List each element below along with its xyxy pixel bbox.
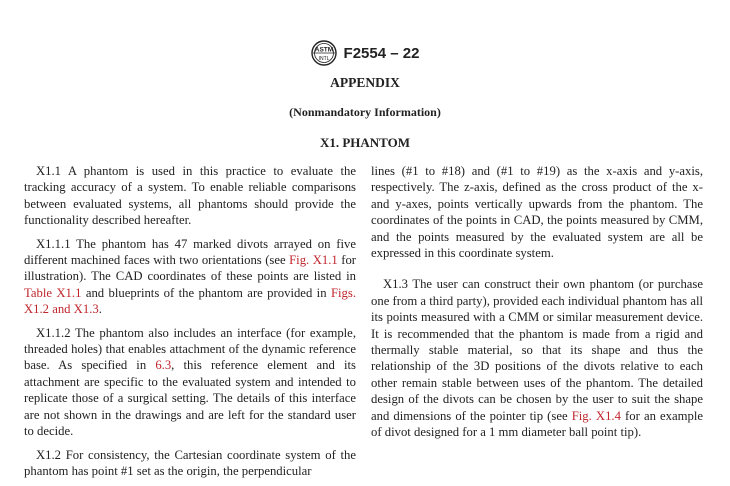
link-fig-x1-4[interactable]: Fig. X1.4: [571, 408, 621, 423]
paragraph-x1-2-continued: lines (#1 to #18) and (#1 to #19) as the x-axis and y-axis, respectively. The z-axis, defined as the cross product of the x- and y-axes, points vertically upwards from the phantom. The coordinates of the points in CAD, the points measured by CMM, and the points measured by the evaluated system are all be expressed in this coordinate system.: [371, 164, 703, 261]
svg-text:ASTM: ASTM: [314, 46, 333, 54]
astm-logo-icon: [311, 40, 337, 66]
appendix-heading: APPENDIX: [330, 75, 400, 90]
link-table-x1-1[interactable]: Table X1.1: [24, 285, 82, 300]
paragraph-x1-3: X1.3 The user can construct their own phantom (or purchase one from a third party), provided each individual phantom has all its points measured with a CMM or similar measurement device. It is recommended that the phantom is made from a rigid and thermally stable material, so that its shape and thus the relationship of the 3D positions of the divots relative to each other remain stable between uses of the phantom. The detailed design of the divots can be chosen by the user to suit the shape and dimensions of the pointer tip (see Fig. X1.4 for an example of divot designed for a 1 mm diameter ball point tip).: [371, 277, 704, 440]
nonmandatory-subheading: (Nonmandatory Information): [289, 105, 441, 119]
paragraph-x1-1: X1.1 A phantom is used in this practice to evaluate the tracking accuracy of a system. To enable reliable comparisons between evaluated systems, all phantoms should provide the functionality described hereafter.: [24, 164, 356, 228]
link-fig-x1-1[interactable]: Fig. X1.1: [289, 253, 338, 268]
right-column: [371, 163, 703, 448]
left-column: [24, 163, 356, 486]
document-header: [0, 40, 730, 66]
link-figs-x1-2-x1-3[interactable]: Figs. X1.2 and X1.3: [24, 285, 356, 317]
svg-text:INTL: INTL: [318, 56, 329, 62]
paragraph-x1-1-2: X1.1.2 The phantom also includes an interface (for example, threaded holes) that enables attachment of the dynamic reference base. As specified in 6.3, this reference element and its attachment are specific to the evaluated system and intended to replicate those of a surgical setting. The details of this interface are not shown in the drawings and are left for the standard user to decide.: [24, 325, 356, 439]
document-number: F2554 – 22: [343, 44, 420, 62]
section-heading: X1. PHANTOM: [319, 135, 411, 150]
link-section-6-3[interactable]: 6.3: [155, 358, 172, 373]
paragraph-x1-1-1: X1.1.1 The phantom has 47 marked divots arrayed on five different machined faces with two orientations (see Fig. X1.1 for illustration). The CAD coordinates of these points are listed in Table X1.1 and blueprints of the phantom are provided in Figs. X1.2 and X1.3.: [24, 236, 357, 317]
paragraph-x1-2: X1.2 For consistency, the Cartesian coordinate system of the phantom has point #1 set as the origin, the perpendicular: [24, 447, 356, 478]
